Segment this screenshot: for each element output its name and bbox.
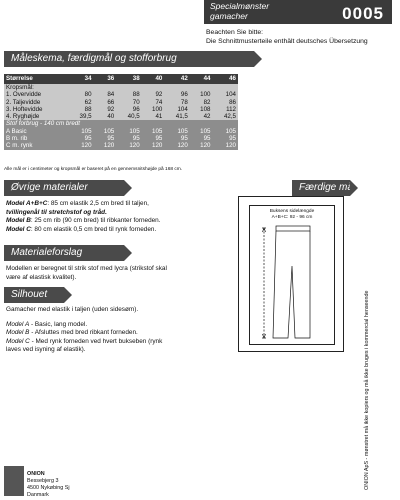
finished-measure-frame — [249, 205, 335, 345]
fabric-usage-label: Stof forbrug - 140 cm bredt — [4, 120, 238, 127]
table-cell: 120 — [213, 142, 239, 149]
company-city: 4500 Nykøbing Sj — [27, 485, 70, 491]
section-finished: Færdige mål — [292, 180, 350, 196]
table-row — [4, 99, 238, 106]
table-cell: 100 — [190, 91, 213, 98]
table-cell: 95 — [116, 135, 141, 142]
title-line-1: Specialmønster — [210, 1, 270, 11]
table-cell: 62 — [68, 99, 93, 106]
table-cell: 120 — [116, 142, 141, 149]
materials-text-a2: tvillingenål til stretchstof og tråd. — [6, 208, 107, 216]
table-cell: 105 — [164, 128, 189, 135]
length-value: A+B+C: 92 - 96 cm — [271, 215, 313, 220]
leggings-outline — [273, 231, 310, 338]
section-materials: Øvrige materialer — [4, 180, 124, 196]
pattern-number: 0005 — [342, 4, 384, 23]
table-cell: 92 — [94, 106, 117, 113]
table-cell: 80 — [68, 91, 93, 98]
table-cell: 95 — [142, 135, 165, 142]
model-label: Model A — [6, 320, 30, 328]
row-label: 4. Ryghøjde — [4, 113, 68, 120]
table-cell: 66 — [94, 99, 117, 106]
table-cell: 105 — [142, 128, 165, 135]
table-cell: 95 — [94, 135, 117, 142]
pattern-title — [210, 1, 269, 21]
translation-note-text: Die Schnittmusterteile enthält deutsches Übersetzung — [206, 38, 368, 45]
finished-measure-figure — [238, 196, 344, 352]
silhouette-intro: Gamacher med elastik i taljen (uden sidesøm). — [6, 306, 139, 313]
table-row — [4, 113, 238, 120]
body-measure-label: Kropsmål: — [4, 84, 238, 91]
materials-line-a2 — [6, 209, 238, 218]
row-label: C m. rynk — [4, 142, 68, 149]
silhouette-text-c2: laves ved isyning af elastik). — [6, 346, 86, 354]
table-cell: 41,5 — [164, 113, 189, 120]
table-cell: 40 — [94, 113, 117, 120]
silhouette-line-c — [6, 338, 240, 347]
table-cell: 112 — [213, 106, 239, 113]
table-cell: 78 — [164, 99, 189, 106]
table-cell: 70 — [116, 99, 141, 106]
row-label: 2. Taljevidde — [4, 99, 68, 106]
table-cell: 95 — [164, 135, 189, 142]
silhouette-line-a — [6, 321, 240, 330]
length-measure-arrows — [263, 228, 266, 338]
row-label: A Basic — [4, 128, 68, 135]
model-label: Model B — [6, 329, 30, 337]
size-cell: 42 — [164, 74, 189, 84]
suggestion-text — [6, 265, 242, 282]
table-cell: 120 — [68, 142, 93, 149]
table-cell: 84 — [94, 91, 117, 98]
table-row — [4, 91, 238, 98]
table-header-row — [4, 74, 238, 84]
table-cell: 120 — [142, 142, 165, 149]
table-cell: 41 — [142, 113, 165, 120]
table-cell: 88 — [68, 106, 93, 113]
table-cell: 95 — [190, 135, 213, 142]
size-cell: 36 — [94, 74, 117, 84]
row-label: 1. Overvidde — [4, 91, 68, 98]
table-cell: 108 — [190, 106, 213, 113]
table-row — [4, 106, 238, 113]
materials-text-c: : 80 cm elastik 0,5 cm bred til rynk forneden. — [30, 225, 157, 233]
table-cell: 95 — [213, 135, 239, 142]
length-label: Buksens sidelængde — [269, 209, 315, 214]
company-country: Danmark — [27, 492, 49, 498]
silhouette-text-a: - Basic, lang model. — [31, 320, 88, 328]
table-cell: 120 — [94, 142, 117, 149]
silhouette-text-c: - Med rynk forneden ved hvert bukseben (rynk — [31, 337, 163, 345]
section-measurements: Måleskema, færdigmål og stofforbrug — [4, 51, 254, 67]
model-label: Model C — [6, 225, 31, 233]
table-cell: 105 — [68, 128, 93, 135]
table-cell: 105 — [94, 128, 117, 135]
size-cell: 38 — [116, 74, 141, 84]
table-row — [4, 135, 238, 142]
row-label: 3. Hoftevidde — [4, 106, 68, 113]
materials-line-b — [6, 217, 238, 226]
size-label: Størrelse — [4, 74, 68, 84]
table-cell: 105 — [213, 128, 239, 135]
table-cell: 82 — [190, 99, 213, 106]
materials-text — [6, 200, 238, 234]
table-cell: 88 — [116, 91, 141, 98]
size-cell: 34 — [68, 74, 93, 84]
measurement-table — [4, 74, 238, 150]
model-label: Model C — [6, 337, 30, 345]
size-cell: 40 — [142, 74, 165, 84]
section-silhouette: Silhouet — [4, 287, 64, 303]
table-cell: 39,5 — [68, 113, 93, 120]
model-label: Model B — [6, 217, 31, 225]
table-footnote: Alle mål er i centimeter og kropsmål er baseret på en gennemsnitshøjde på 168 cm. — [4, 167, 183, 172]
waistband-shape — [276, 226, 310, 231]
suggestion-line-1: Modellen er beregnet til strik stof med lycra (strikstof skal — [6, 265, 167, 272]
table-cell: 100 — [142, 106, 165, 113]
row-label: B m. rib — [4, 135, 68, 142]
silhouette-text-b: - Afsluttes med bred ribkant forneden. — [31, 329, 138, 337]
copyright-side-text: ONION ApS - mønstret må ikke kopiers og må ikke bruges i kommercial henseende — [364, 290, 370, 490]
materials-line-c — [6, 226, 238, 235]
table-row — [4, 128, 238, 135]
company-name: ONION — [27, 471, 45, 477]
table-cell: 104 — [213, 91, 239, 98]
length-measure-ticks — [262, 228, 266, 338]
pattern-header — [204, 0, 392, 24]
table-cell: 96 — [116, 106, 141, 113]
silhouette-text — [6, 306, 240, 355]
table-cell: 96 — [164, 91, 189, 98]
table-cell: 42 — [190, 113, 213, 120]
table-row — [4, 84, 238, 91]
table-cell: 105 — [116, 128, 141, 135]
materials-line-a — [6, 200, 238, 209]
onion-logo-block — [4, 466, 24, 496]
table-row — [4, 142, 238, 149]
silhouette-line-b — [6, 329, 240, 338]
company-street: Bessebjerg 3 — [27, 478, 59, 484]
table-cell: 40,5 — [116, 113, 141, 120]
size-cell: 46 — [213, 74, 239, 84]
translation-note-heading: Beachten Sie bitte: — [206, 29, 264, 36]
table-cell: 74 — [142, 99, 165, 106]
leggings-drawing — [250, 206, 334, 344]
materials-text-b: : 25 cm rib (90 cm bred) til ribkanter forneden. — [30, 217, 161, 225]
table-cell: 120 — [190, 142, 213, 149]
table-cell: 120 — [164, 142, 189, 149]
table-cell: 105 — [190, 128, 213, 135]
size-cell: 44 — [190, 74, 213, 84]
table-cell: 95 — [68, 135, 93, 142]
table-cell: 92 — [142, 91, 165, 98]
model-label: Model A+B+C — [6, 200, 48, 207]
title-line-2: gamacher — [210, 11, 248, 21]
table-cell: 86 — [213, 99, 239, 106]
materials-text-a: : 85 cm elastik 2,5 cm bred til taljen, — [47, 200, 149, 207]
table-row — [4, 120, 238, 127]
table-cell: 42,5 — [213, 113, 239, 120]
section-suggestion: Materialeforslag — [4, 245, 124, 261]
table-cell: 104 — [164, 106, 189, 113]
suggestion-line-2: være af elastisk kvalitet). — [6, 273, 77, 281]
